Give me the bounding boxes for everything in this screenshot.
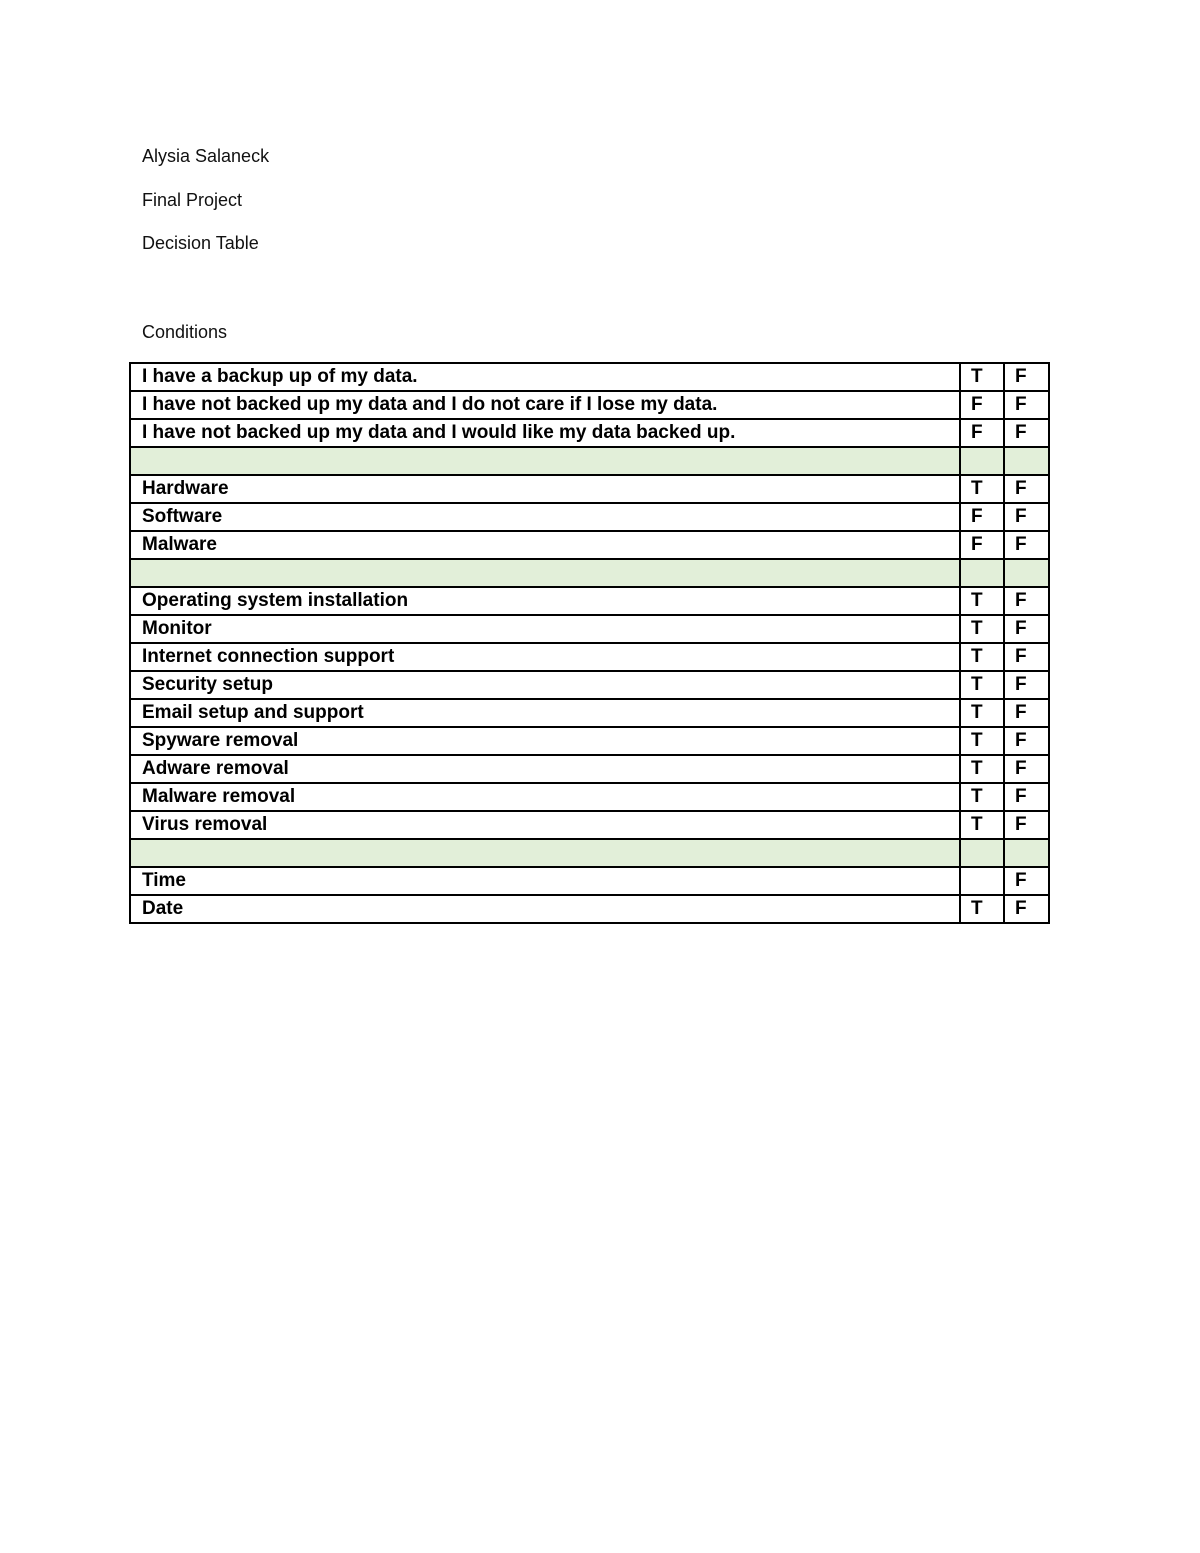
true-value-cell xyxy=(960,867,1004,895)
table-row xyxy=(130,531,1049,559)
false-value-cell: F xyxy=(1004,671,1049,699)
false-value-cell: F xyxy=(1004,587,1049,615)
section-label-conditions: Conditions xyxy=(142,322,228,342)
table-row xyxy=(130,503,1049,531)
table-row xyxy=(130,895,1049,923)
table-row xyxy=(130,391,1049,419)
condition-cell: I have not backed up my data and I do not care if I lose my data. xyxy=(130,391,960,419)
decision-table-body xyxy=(130,363,1049,923)
true-value-cell: F xyxy=(960,531,1004,559)
condition-cell: Email setup and support xyxy=(130,699,960,727)
true-value-cell: T xyxy=(960,615,1004,643)
table-row xyxy=(130,755,1049,783)
condition-cell: I have not backed up my data and I would like my data backed up. xyxy=(130,419,960,447)
separator-cell xyxy=(960,559,1004,587)
document-type: Decision Table xyxy=(142,233,259,253)
table-row xyxy=(130,475,1049,503)
condition-cell: Time xyxy=(130,867,960,895)
project-title: Final Project xyxy=(142,190,243,210)
table-row xyxy=(130,867,1049,895)
false-value-cell: F xyxy=(1004,783,1049,811)
separator-cell xyxy=(1004,559,1049,587)
true-value-cell: T xyxy=(960,643,1004,671)
false-value-cell: F xyxy=(1004,755,1049,783)
false-value-cell: F xyxy=(1004,643,1049,671)
true-value-cell: F xyxy=(960,419,1004,447)
decision-table xyxy=(129,362,1050,924)
condition-cell: Virus removal xyxy=(130,811,960,839)
condition-cell: Malware removal xyxy=(130,783,960,811)
condition-cell: Software xyxy=(130,503,960,531)
true-value-cell: T xyxy=(960,363,1004,391)
table-row xyxy=(130,643,1049,671)
false-value-cell: F xyxy=(1004,391,1049,419)
condition-cell: Date xyxy=(130,895,960,923)
separator-cell xyxy=(960,447,1004,475)
condition-cell: Adware removal xyxy=(130,755,960,783)
author-name: Alysia Salaneck xyxy=(142,146,270,166)
separator-row xyxy=(130,559,1049,587)
separator-cell xyxy=(1004,447,1049,475)
separator-cell xyxy=(130,559,960,587)
true-value-cell: F xyxy=(960,503,1004,531)
false-value-cell: F xyxy=(1004,503,1049,531)
true-value-cell: T xyxy=(960,587,1004,615)
condition-cell: I have a backup up of my data. xyxy=(130,363,960,391)
separator-cell xyxy=(1004,839,1049,867)
separator-cell xyxy=(960,839,1004,867)
true-value-cell: F xyxy=(960,391,1004,419)
table-row xyxy=(130,811,1049,839)
table-row xyxy=(130,587,1049,615)
condition-cell: Malware xyxy=(130,531,960,559)
false-value-cell: F xyxy=(1004,531,1049,559)
separator-row xyxy=(130,839,1049,867)
false-value-cell: F xyxy=(1004,475,1049,503)
table-row xyxy=(130,671,1049,699)
table-row xyxy=(130,783,1049,811)
true-value-cell: T xyxy=(960,475,1004,503)
table-row xyxy=(130,727,1049,755)
condition-cell: Operating system installation xyxy=(130,587,960,615)
false-value-cell: F xyxy=(1004,867,1049,895)
true-value-cell: T xyxy=(960,671,1004,699)
true-value-cell: T xyxy=(960,727,1004,755)
true-value-cell: T xyxy=(960,699,1004,727)
true-value-cell: T xyxy=(960,895,1004,923)
table-row xyxy=(130,419,1049,447)
table-row xyxy=(130,615,1049,643)
condition-cell: Security setup xyxy=(130,671,960,699)
condition-cell: Internet connection support xyxy=(130,643,960,671)
false-value-cell: F xyxy=(1004,727,1049,755)
false-value-cell: F xyxy=(1004,615,1049,643)
condition-cell: Spyware removal xyxy=(130,727,960,755)
false-value-cell: F xyxy=(1004,811,1049,839)
false-value-cell: F xyxy=(1004,363,1049,391)
true-value-cell: T xyxy=(960,755,1004,783)
condition-cell: Monitor xyxy=(130,615,960,643)
separator-cell xyxy=(130,839,960,867)
condition-cell: Hardware xyxy=(130,475,960,503)
false-value-cell: F xyxy=(1004,419,1049,447)
true-value-cell: T xyxy=(960,811,1004,839)
table-row xyxy=(130,363,1049,391)
true-value-cell: T xyxy=(960,783,1004,811)
table-row xyxy=(130,699,1049,727)
false-value-cell: F xyxy=(1004,895,1049,923)
separator-cell xyxy=(130,447,960,475)
separator-row xyxy=(130,447,1049,475)
false-value-cell: F xyxy=(1004,699,1049,727)
